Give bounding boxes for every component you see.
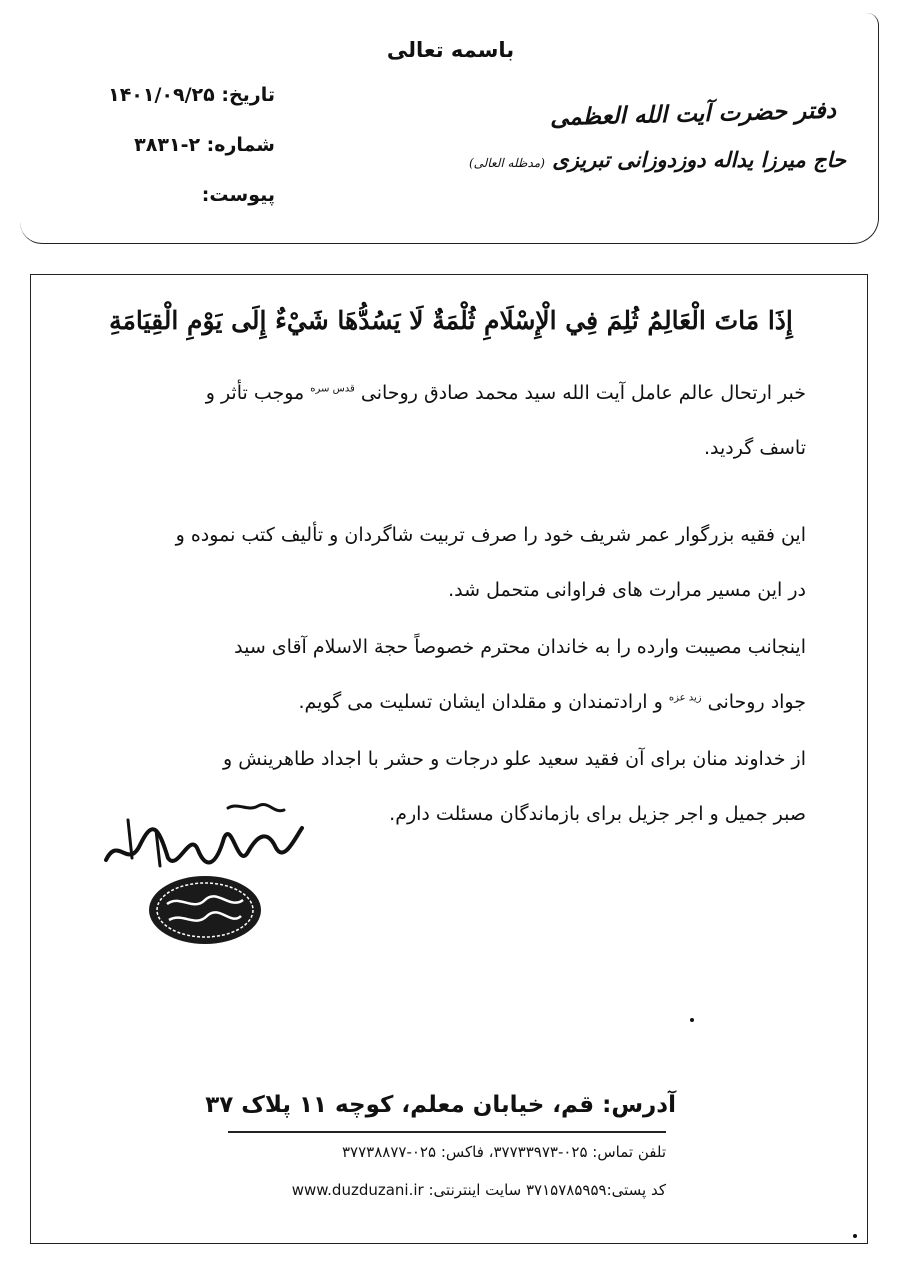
office-holder-name: حاج میرزا یداله دوزدوزانی تبریزی [552,147,846,172]
ink-speck [690,1018,694,1022]
paragraph-line: تاسف گردید. [704,437,806,459]
honorific-mark: قدس سره [310,383,355,395]
paragraph-2 [106,526,806,636]
website-link[interactable]: www.duzduzani.ir [291,1181,424,1199]
office-address: آدرس: قم، خیابان معلم، کوچه ۱۱ پلاک ۳۷ [205,1092,676,1118]
paragraph-line: اینجانب مصیبت وارده را به خاندان محترم خصوصاً حجة الاسلام آقای سید [234,636,806,658]
paragraph-line: در این مسیر مرارت های فراوانی متحمل شد. [448,579,806,601]
office-title [426,96,846,172]
paragraph-line: خبر ارتحال عالم عامل آیت الله سید محمد صادق روحانی $^{قدس سره}$ موجب تأثر و [205,382,806,404]
invocation-heading: باسمه تعالی [386,38,515,62]
letter-date: تاریخ: ۱۴۰۱/۰۹/۲۵ [108,84,275,106]
office-title-line1: دفتر حضرت آیت الله العظمی [549,96,837,132]
contact-phone: تلفن تماس: ۰۲۵-۳۷۷۳۳۹۷۳، فاکس: ۰۲۵-۳۷۷۳۸۸۷۷ [342,1143,666,1161]
paragraph-3 [106,638,806,748]
postal-code: کد پستی:۳۷۱۵۷۸۵۹۵۹ سایت اینترنتی: [428,1181,666,1199]
official-seal [145,870,265,950]
letter-attachment: پیوست: [201,184,275,206]
hadith-quote: إِذَا مَاتَ الْعَالِمُ ثُلِمَ فِي الْإِسْلَامِ ثُلْمَةٌ لَا يَسُدُّهَا شَيْءٌ إِلَى يَوْمِ الْقِيَامَةِ [109,306,793,335]
paragraph-line: این فقیه بزرگوار عمر شریف خود را صرف تربیت شاگردان و تألیف کتب نموده و [175,524,806,546]
honorific-mark: زید عزه [668,692,702,704]
contact-postal-web [292,1181,666,1199]
paragraph-line: صبر جمیل و اجر جزیل برای بازماندگان مسئلت دارم. [389,803,806,825]
office-title-line2 [426,147,846,172]
letter-meta [95,86,275,236]
paragraph-1 [106,384,806,494]
office-honorific: (مدظله العالی) [468,156,545,170]
handwritten-signature [98,800,308,880]
paragraph-line: از خداوند منان برای آن فقید سعید علو درجات و حشر با اجداد طاهرینش و [223,748,806,770]
paragraph-line: جواد روحانی $^{زید عزه}$ و ارادتمندان و مقلدان ایشان تسلیت می گویم. [298,691,806,713]
page-dot [853,1234,857,1238]
letter-number: شماره: ۲-۳۸۳۱ [134,134,275,156]
address-divider [228,1131,666,1133]
